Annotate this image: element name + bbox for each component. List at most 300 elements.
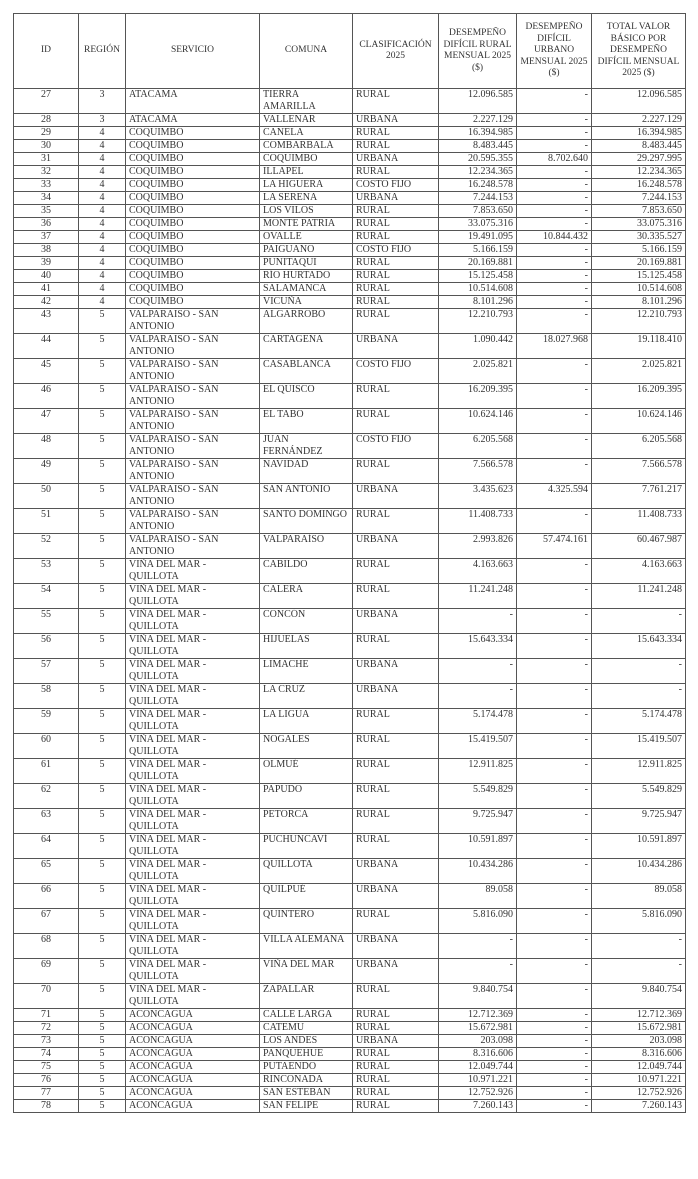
table-row [14,984,686,1009]
cell-id: 60 [14,734,79,759]
cell-comuna: CABILDO [260,559,353,584]
cell-comuna: VALLENAR [260,114,353,127]
cell-clasificacion: RURAL [353,1100,439,1113]
cell-servicio: COQUIMBO [126,179,260,192]
cell-total: 8.316.606 [592,1048,686,1061]
cell-region: 5 [79,734,126,759]
cell-region: 5 [79,459,126,484]
cell-region: 3 [79,114,126,127]
cell-region: 5 [79,909,126,934]
cell-id: 72 [14,1022,79,1035]
cell-rural: 7.566.578 [439,459,517,484]
cell-region: 5 [79,1061,126,1074]
table-row [14,334,686,359]
cell-id: 61 [14,759,79,784]
table-row [14,179,686,192]
cell-servicio: VALPARAISO - SAN ANTONIO [126,509,260,534]
table-row [14,559,686,584]
header-id: ID [14,14,79,89]
cell-id: 57 [14,659,79,684]
cell-rural: 20.595.355 [439,153,517,166]
cell-clasificacion: RURAL [353,909,439,934]
cell-id: 34 [14,192,79,205]
cell-rural: 9.725.947 [439,809,517,834]
cell-urbano: - [517,1100,592,1113]
cell-total: 12.210.793 [592,309,686,334]
cell-comuna: LOS VILOS [260,205,353,218]
cell-rural: 2.025.821 [439,359,517,384]
cell-urbano: 4.325.594 [517,484,592,509]
cell-id: 32 [14,166,79,179]
cell-region: 5 [79,1087,126,1100]
cell-urbano: - [517,659,592,684]
cell-clasificacion: COSTO FIJO [353,179,439,192]
cell-comuna: LA CRUZ [260,684,353,709]
cell-servicio: VALPARAISO - SAN ANTONIO [126,534,260,559]
cell-urbano: - [517,309,592,334]
cell-total: 12.096.585 [592,89,686,114]
cell-id: 59 [14,709,79,734]
cell-servicio: VIÑA DEL MAR - QUILLOTA [126,659,260,684]
cell-servicio: COQUIMBO [126,218,260,231]
cell-clasificacion: URBANA [353,153,439,166]
cell-servicio: VIÑA DEL MAR - QUILLOTA [126,634,260,659]
header-servicio: SERVICIO [126,14,260,89]
cell-urbano: 57.474.161 [517,534,592,559]
cell-total: 2.227.129 [592,114,686,127]
cell-urbano: - [517,89,592,114]
cell-id: 29 [14,127,79,140]
cell-id: 74 [14,1048,79,1061]
cell-comuna: CATEMU [260,1022,353,1035]
cell-rural: 7.244.153 [439,192,517,205]
table-row [14,709,686,734]
cell-region: 4 [79,166,126,179]
cell-urbano: - [517,1087,592,1100]
table-row [14,384,686,409]
cell-rural: 89.058 [439,884,517,909]
cell-urbano: - [517,559,592,584]
cell-urbano: - [517,359,592,384]
table-row [14,759,686,784]
cell-id: 56 [14,634,79,659]
cell-total: 203.098 [592,1035,686,1048]
table-row [14,434,686,459]
cell-region: 5 [79,359,126,384]
cell-id: 28 [14,114,79,127]
cell-rural: - [439,959,517,984]
cell-servicio: VIÑA DEL MAR - QUILLOTA [126,859,260,884]
cell-servicio: COQUIMBO [126,153,260,166]
table-row [14,140,686,153]
table-row [14,114,686,127]
cell-comuna: COQUIMBO [260,153,353,166]
cell-clasificacion: RURAL [353,205,439,218]
cell-id: 49 [14,459,79,484]
cell-rural: 7.853.650 [439,205,517,218]
table-row [14,1022,686,1035]
cell-total: 5.174.478 [592,709,686,734]
cell-servicio: VIÑA DEL MAR - QUILLOTA [126,709,260,734]
cell-total: 10.971.221 [592,1074,686,1087]
table-row [14,1009,686,1022]
cell-servicio: COQUIMBO [126,283,260,296]
header-total-mensual: TOTAL VALOR BÁSICO POR DESEMPEÑO DIFÍCIL MENSUAL 2025 ($) [592,14,686,89]
cell-rural: 5.816.090 [439,909,517,934]
cell-urbano: - [517,270,592,283]
cell-total: 15.419.507 [592,734,686,759]
cell-total: 12.049.744 [592,1061,686,1074]
cell-total: 12.911.825 [592,759,686,784]
cell-total: 5.816.090 [592,909,686,934]
cell-urbano: - [517,634,592,659]
cell-comuna: PANQUEHUE [260,1048,353,1061]
cell-id: 70 [14,984,79,1009]
cell-region: 5 [79,309,126,334]
cell-urbano: - [517,734,592,759]
cell-region: 5 [79,784,126,809]
cell-region: 5 [79,709,126,734]
cell-region: 5 [79,409,126,434]
cell-rural: 9.840.754 [439,984,517,1009]
cell-clasificacion: RURAL [353,270,439,283]
table-row [14,257,686,270]
cell-rural: 10.624.146 [439,409,517,434]
cell-urbano: - [517,609,592,634]
cell-clasificacion: RURAL [353,1009,439,1022]
cell-urbano: - [517,257,592,270]
cell-comuna: SALAMANCA [260,283,353,296]
cell-servicio: VIÑA DEL MAR - QUILLOTA [126,759,260,784]
table-row [14,218,686,231]
cell-rural: - [439,659,517,684]
cell-total: 33.075.316 [592,218,686,231]
cell-total: - [592,959,686,984]
table-row [14,684,686,709]
cell-rural: 10.971.221 [439,1074,517,1087]
cell-servicio: ACONCAGUA [126,1035,260,1048]
cell-rural: 20.169.881 [439,257,517,270]
cell-total: 16.394.985 [592,127,686,140]
cell-urbano: - [517,409,592,434]
cell-rural: 1.090.442 [439,334,517,359]
cell-id: 31 [14,153,79,166]
cell-rural: 15.125.458 [439,270,517,283]
cell-rural: 33.075.316 [439,218,517,231]
table-body [14,89,686,1113]
cell-clasificacion: RURAL [353,1074,439,1087]
cell-comuna: NOGALES [260,734,353,759]
cell-rural: 3.435.623 [439,484,517,509]
cell-comuna: QUINTERO [260,909,353,934]
cell-total: 10.624.146 [592,409,686,434]
cell-id: 35 [14,205,79,218]
cell-id: 63 [14,809,79,834]
table-header-row [14,14,686,89]
cell-rural: 7.260.143 [439,1100,517,1113]
cell-id: 27 [14,89,79,114]
cell-urbano: - [517,192,592,205]
cell-region: 5 [79,1022,126,1035]
table-row [14,859,686,884]
cell-region: 5 [79,884,126,909]
cell-comuna: PETORCA [260,809,353,834]
cell-total: 7.761.217 [592,484,686,509]
cell-servicio: VIÑA DEL MAR - QUILLOTA [126,884,260,909]
cell-comuna: CALERA [260,584,353,609]
cell-rural: 12.096.585 [439,89,517,114]
table-row [14,484,686,509]
cell-servicio: COQUIMBO [126,140,260,153]
cell-region: 5 [79,509,126,534]
cell-id: 73 [14,1035,79,1048]
cell-region: 5 [79,659,126,684]
cell-servicio: ACONCAGUA [126,1087,260,1100]
cell-clasificacion: RURAL [353,309,439,334]
table-row [14,1100,686,1113]
cell-urbano: - [517,296,592,309]
cell-region: 5 [79,1009,126,1022]
cell-id: 71 [14,1009,79,1022]
cell-id: 62 [14,784,79,809]
cell-comuna: CASABLANCA [260,359,353,384]
cell-comuna: LA HIGUERA [260,179,353,192]
cell-comuna: LA SERENA [260,192,353,205]
table-row [14,634,686,659]
cell-id: 41 [14,283,79,296]
cell-region: 5 [79,609,126,634]
cell-urbano: - [517,684,592,709]
cell-id: 38 [14,244,79,257]
cell-comuna: QUILPUÉ [260,884,353,909]
cell-region: 5 [79,934,126,959]
cell-comuna: CALLE LARGA [260,1009,353,1022]
header-clasificacion: CLASIFICACIÓN 2025 [353,14,439,89]
cell-clasificacion: URBANA [353,609,439,634]
cell-rural: 5.174.478 [439,709,517,734]
cell-clasificacion: RURAL [353,584,439,609]
cell-total: 30.335.527 [592,231,686,244]
cell-region: 5 [79,384,126,409]
cell-servicio: COQUIMBO [126,244,260,257]
cell-clasificacion: URBANA [353,484,439,509]
cell-clasificacion: RURAL [353,784,439,809]
cell-urbano: - [517,1009,592,1022]
cell-comuna: SAN ANTONIO [260,484,353,509]
table-row [14,166,686,179]
cell-rural: 8.316.606 [439,1048,517,1061]
cell-urbano: - [517,459,592,484]
cell-id: 52 [14,534,79,559]
cell-comuna: LA LIGUA [260,709,353,734]
cell-rural: 16.394.985 [439,127,517,140]
cell-servicio: VALPARAISO - SAN ANTONIO [126,409,260,434]
cell-total: 6.205.568 [592,434,686,459]
cell-total: 2.025.821 [592,359,686,384]
cell-comuna: JUAN FERNÁNDEZ [260,434,353,459]
cell-region: 5 [79,484,126,509]
cell-total: 8.483.445 [592,140,686,153]
cell-urbano: - [517,709,592,734]
cell-region: 5 [79,434,126,459]
cell-total: 20.169.881 [592,257,686,270]
cell-urbano: - [517,884,592,909]
cell-region: 5 [79,984,126,1009]
cell-urbano: - [517,434,592,459]
cell-total: 16.209.395 [592,384,686,409]
cell-rural: 10.514.608 [439,283,517,296]
cell-comuna: PUTAENDO [260,1061,353,1074]
cell-rural: 2.993.826 [439,534,517,559]
header-rural-mensual: DESEMPEÑO DIFÍCIL RURAL MENSUAL 2025 ($) [439,14,517,89]
cell-region: 4 [79,244,126,257]
cell-servicio: VIÑA DEL MAR - QUILLOTA [126,559,260,584]
cell-clasificacion: URBANA [353,334,439,359]
table-row [14,1061,686,1074]
cell-id: 48 [14,434,79,459]
cell-rural: 8.101.296 [439,296,517,309]
cell-rural: 6.205.568 [439,434,517,459]
cell-comuna: VILLA ALEMANA [260,934,353,959]
cell-rural: 5.166.159 [439,244,517,257]
table-row [14,359,686,384]
cell-total: - [592,609,686,634]
cell-clasificacion: RURAL [353,127,439,140]
cell-id: 65 [14,859,79,884]
cell-id: 53 [14,559,79,584]
table-row [14,409,686,434]
cell-total: 11.241.248 [592,584,686,609]
cell-total: 5.166.159 [592,244,686,257]
desempeno-dificil-table [13,13,686,1113]
cell-region: 4 [79,127,126,140]
cell-id: 46 [14,384,79,409]
cell-servicio: VIÑA DEL MAR - QUILLOTA [126,609,260,634]
table-row [14,909,686,934]
cell-clasificacion: RURAL [353,257,439,270]
cell-clasificacion: URBANA [353,534,439,559]
cell-urbano: - [517,244,592,257]
cell-region: 4 [79,192,126,205]
cell-clasificacion: URBANA [353,659,439,684]
cell-rural: - [439,684,517,709]
cell-urbano: - [517,959,592,984]
cell-urbano: - [517,283,592,296]
cell-total: 12.752.926 [592,1087,686,1100]
cell-id: 78 [14,1100,79,1113]
table-row [14,834,686,859]
cell-rural: 12.712.369 [439,1009,517,1022]
cell-servicio: COQUIMBO [126,127,260,140]
cell-comuna: TIERRA AMARILLA [260,89,353,114]
cell-id: 66 [14,884,79,909]
cell-comuna: ILLAPEL [260,166,353,179]
table-row [14,934,686,959]
cell-servicio: VIÑA DEL MAR - QUILLOTA [126,934,260,959]
cell-comuna: VIÑA DEL MAR [260,959,353,984]
cell-region: 5 [79,684,126,709]
cell-rural: 10.591.897 [439,834,517,859]
cell-region: 5 [79,1048,126,1061]
cell-clasificacion: RURAL [353,709,439,734]
cell-clasificacion: RURAL [353,734,439,759]
cell-comuna: LOS ANDES [260,1035,353,1048]
cell-clasificacion: URBANA [353,934,439,959]
cell-id: 42 [14,296,79,309]
cell-total: 8.101.296 [592,296,686,309]
cell-id: 69 [14,959,79,984]
cell-region: 4 [79,153,126,166]
table-row [14,809,686,834]
cell-comuna: EL TABO [260,409,353,434]
cell-id: 64 [14,834,79,859]
cell-total: - [592,684,686,709]
cell-id: 47 [14,409,79,434]
cell-total: 60.467.987 [592,534,686,559]
cell-id: 36 [14,218,79,231]
cell-clasificacion: RURAL [353,634,439,659]
cell-region: 5 [79,634,126,659]
cell-id: 55 [14,609,79,634]
cell-comuna: SAN FELIPE [260,1100,353,1113]
cell-servicio: VIÑA DEL MAR - QUILLOTA [126,909,260,934]
cell-urbano: - [517,384,592,409]
cell-clasificacion: COSTO FIJO [353,359,439,384]
cell-rural: - [439,934,517,959]
cell-urbano: - [517,1035,592,1048]
cell-rural: 4.163.663 [439,559,517,584]
cell-total: 11.408.733 [592,509,686,534]
cell-clasificacion: RURAL [353,409,439,434]
cell-rural: 15.643.334 [439,634,517,659]
cell-servicio: VIÑA DEL MAR - QUILLOTA [126,784,260,809]
table-row [14,205,686,218]
header-urbano-mensual: DESEMPEÑO DIFÍCIL URBANO MENSUAL 2025 ($) [517,14,592,89]
cell-region: 3 [79,89,126,114]
table-row [14,1087,686,1100]
cell-urbano: - [517,1022,592,1035]
cell-comuna: OLMUÉ [260,759,353,784]
cell-clasificacion: RURAL [353,509,439,534]
cell-rural: 12.210.793 [439,309,517,334]
cell-rural: - [439,609,517,634]
cell-total: 12.712.369 [592,1009,686,1022]
cell-clasificacion: COSTO FIJO [353,434,439,459]
table-row [14,1048,686,1061]
cell-servicio: COQUIMBO [126,205,260,218]
cell-rural: 11.241.248 [439,584,517,609]
cell-servicio: VIÑA DEL MAR - QUILLOTA [126,809,260,834]
cell-comuna: NAVIDAD [260,459,353,484]
cell-clasificacion: COSTO FIJO [353,244,439,257]
table-row [14,244,686,257]
cell-comuna: EL QUISCO [260,384,353,409]
cell-servicio: VALPARAISO - SAN ANTONIO [126,384,260,409]
cell-clasificacion: RURAL [353,1087,439,1100]
cell-rural: 16.209.395 [439,384,517,409]
cell-total: 9.725.947 [592,809,686,834]
cell-clasificacion: RURAL [353,283,439,296]
cell-total: 7.244.153 [592,192,686,205]
cell-id: 75 [14,1061,79,1074]
cell-total: 10.434.286 [592,859,686,884]
cell-region: 4 [79,257,126,270]
cell-clasificacion: URBANA [353,684,439,709]
cell-total: 7.260.143 [592,1100,686,1113]
table-row [14,609,686,634]
cell-region: 5 [79,584,126,609]
cell-rural: 12.752.926 [439,1087,517,1100]
